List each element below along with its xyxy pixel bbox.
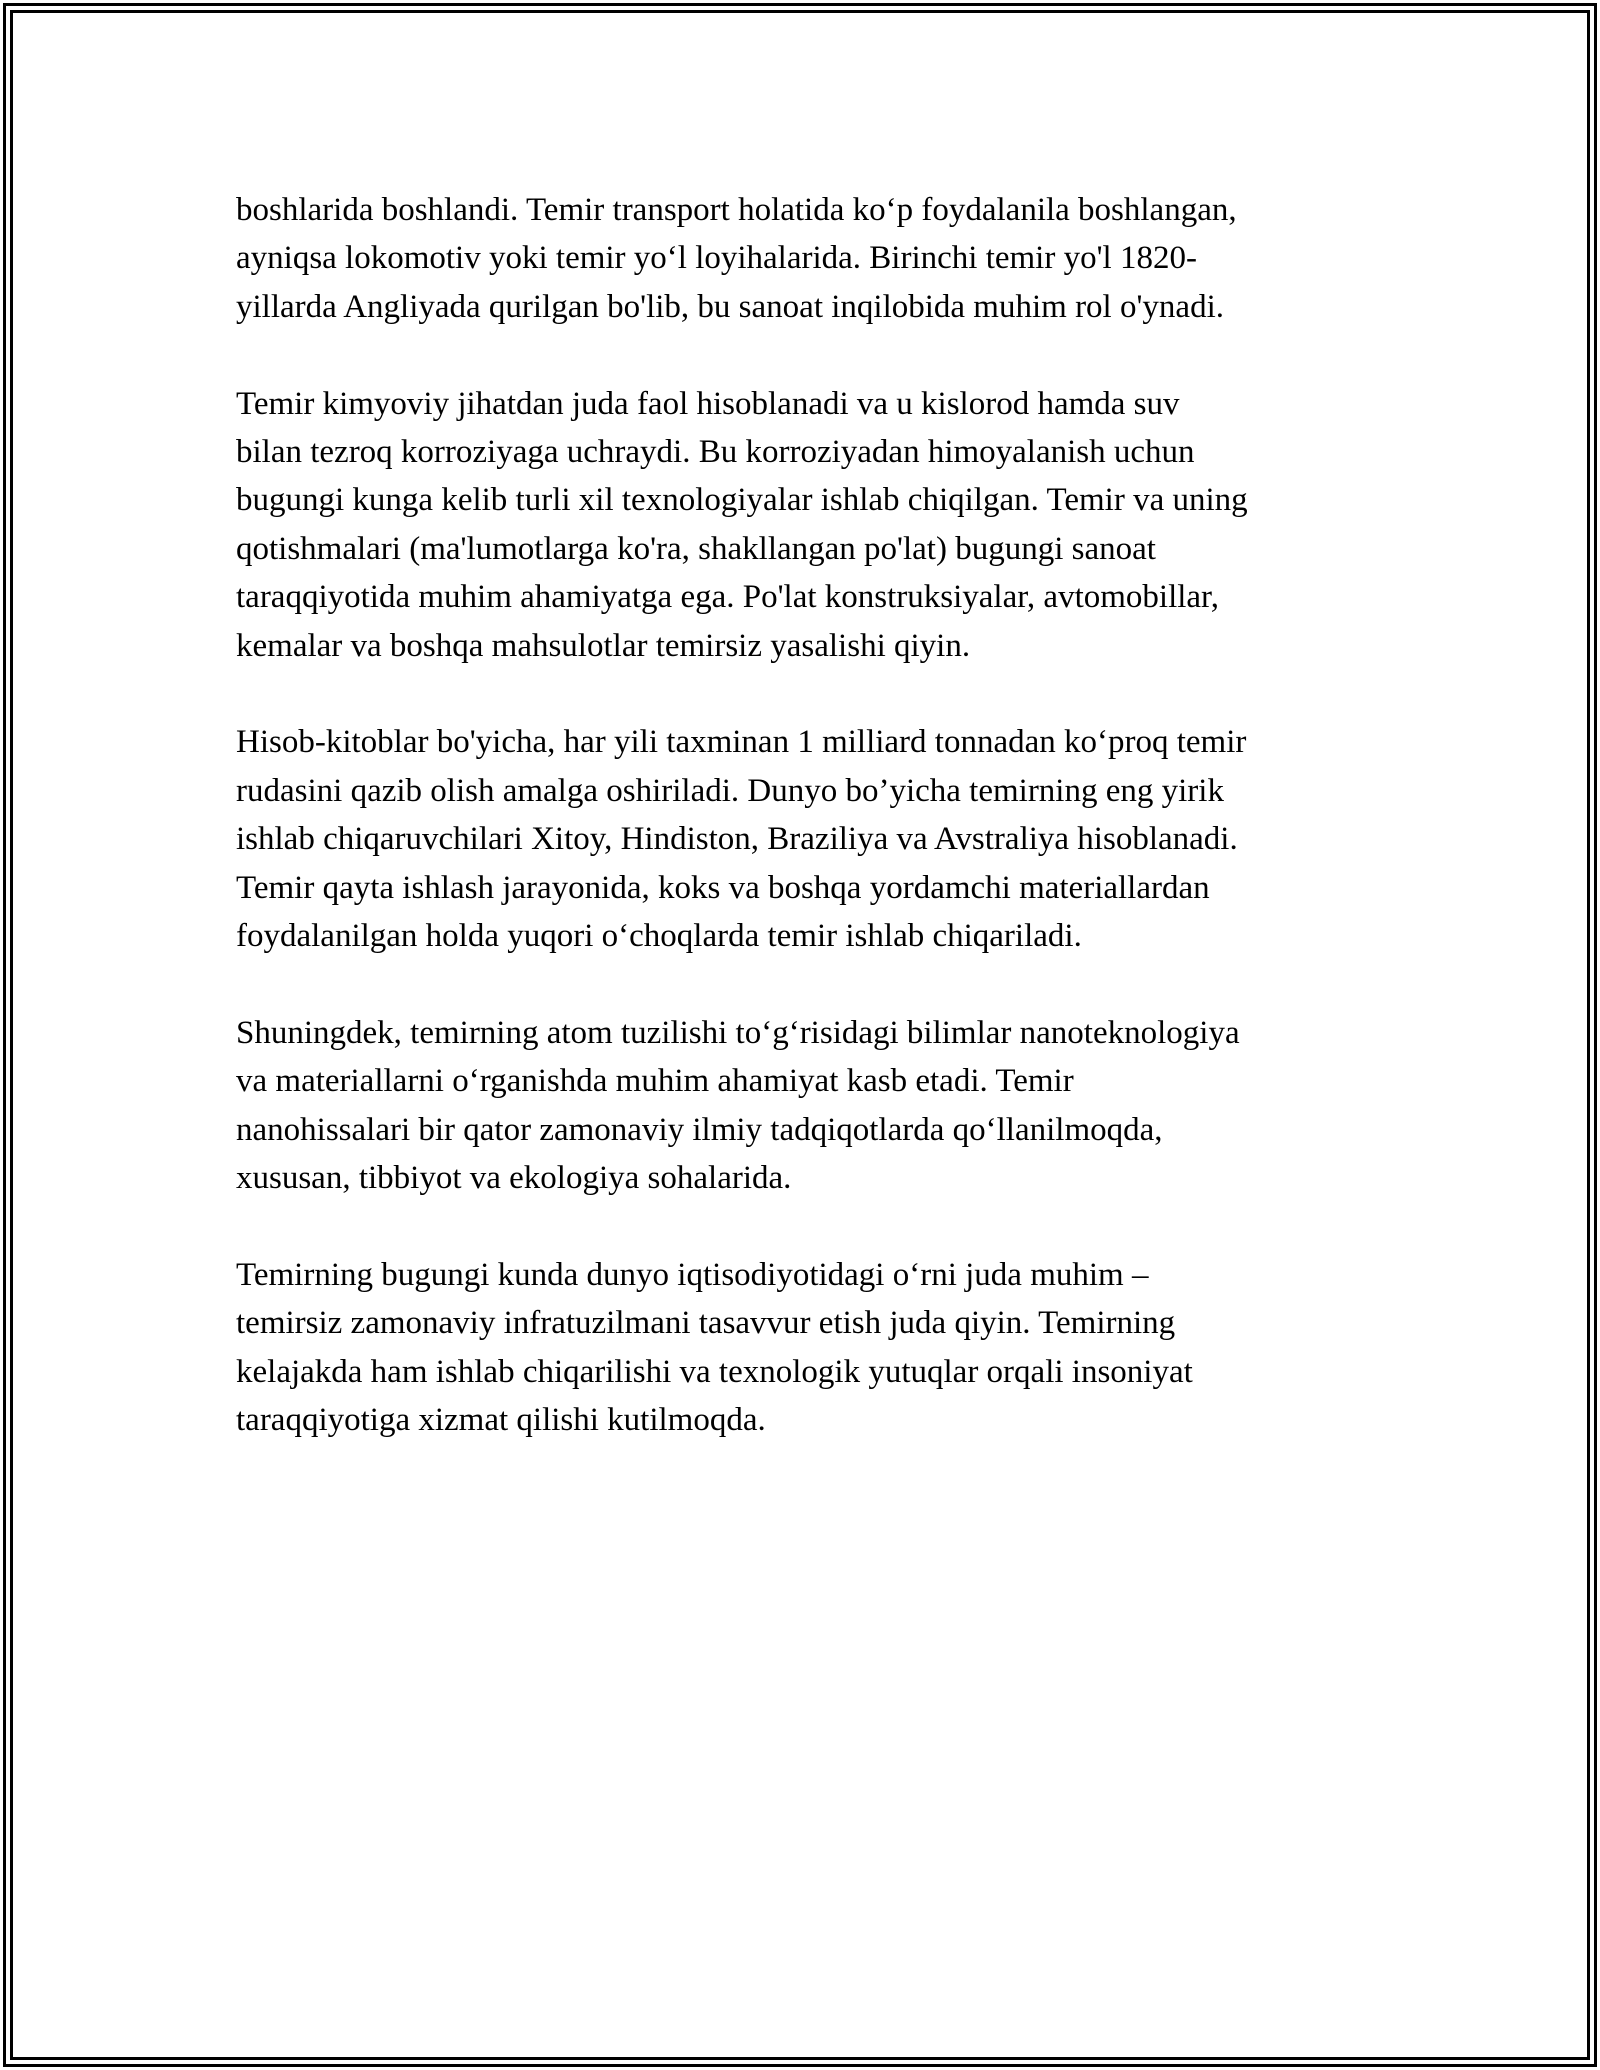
- text-line: nanohissalari bir qator zamonaviy ilmiy tadqiqotlarda qo‘llanilmoqda,: [236, 1111, 1163, 1148]
- text-line: taraqqiyotiga xizmat qilishi kutilmoqda.: [236, 1402, 766, 1439]
- text-line: kemalar va boshqa mahsulotlar temirsiz yasalishi qiyin.: [236, 627, 971, 664]
- paragraph-2: [236, 380, 1376, 670]
- text-line: va materiallarni o‘rganishda muhim ahamiyat kasb etadi. Temir: [236, 1063, 1074, 1100]
- text-line: rudasini qazib olish amalga oshiriladi. Dunyo bo’yicha temirning eng yirik: [236, 772, 1224, 809]
- text-line: Temir kimyoviy jihatdan juda faol hisoblanadi va u kislorod hamda suv: [236, 385, 1180, 422]
- text-line: Temirning bugungi kunda dunyo iqtisodiyotidagi o‘rni juda muhim –: [236, 1256, 1149, 1293]
- text-line: yillarda Angliyada qurilgan bo'lib, bu sanoat inqilobida muhim rol o'ynadi.: [236, 288, 1224, 325]
- text-line: Shuningdek, temirning atom tuzilishi to‘g‘risidagi bilimlar nanoteknologiya: [236, 1014, 1240, 1051]
- paragraph-5: [236, 1251, 1376, 1445]
- text-line: ishlab chiqaruvchilari Xitoy, Hindiston, Braziliya va Avstraliya hisoblanadi.: [236, 821, 1238, 858]
- text-line: Hisob-kitoblar bo'yicha, har yili taxminan 1 milliard tonnadan ko‘proq temir: [236, 724, 1247, 761]
- text-line: Temir qayta ishlash jarayonida, koks va boshqa yordamchi materiallardan: [236, 869, 1210, 906]
- text-line: bilan tezroq korroziyaga uchraydi. Bu korroziyadan himoyalanish uchun: [236, 434, 1195, 471]
- text-line: boshlarida boshlandi. Temir transport holatida ko‘p foydalanila boshlangan,: [236, 192, 1237, 228]
- paragraph-1: [236, 186, 1376, 331]
- paragraph-3: [236, 718, 1376, 960]
- paragraph-4: [236, 1009, 1376, 1203]
- text-line: qotishmalari (ma'lumotlarga ko'ra, shakllangan po'lat) bugungi sanoat: [236, 530, 1156, 567]
- text-line: kelajakda ham ishlab chiqarilishi va texnologik yutuqlar orqali insoniyat: [236, 1353, 1193, 1390]
- text-line: bugungi kunga kelib turli xil texnologiyalar ishlab chiqilgan. Temir va uning: [236, 482, 1248, 519]
- text-line: temirsiz zamonaviy infratuzilmani tasavvur etish juda qiyin. Temirning: [236, 1305, 1176, 1342]
- document-body: [236, 186, 1376, 1493]
- text-line: taraqqiyotida muhim ahamiyatga ega. Po'lat konstruksiyalar, avtomobillar,: [236, 579, 1219, 616]
- text-line: foydalanilgan holda yuqori o‘choqlarda temir ishlab chiqariladi.: [236, 918, 1082, 955]
- text-line: ayniqsa lokomotiv yoki temir yo‘l loyihalarida. Birinchi temir yo'l 1820-: [236, 240, 1197, 277]
- text-line: xususan, tibbiyot va ekologiya sohalarida.: [236, 1160, 792, 1197]
